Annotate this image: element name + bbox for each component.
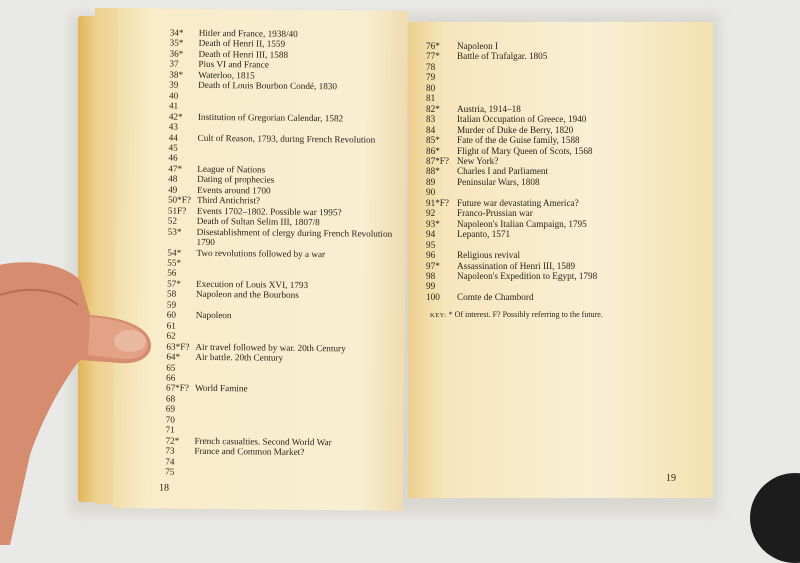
list-item bbox=[426, 135, 703, 145]
quatrain-number: 89 bbox=[426, 176, 436, 187]
quatrain-topic bbox=[457, 240, 703, 250]
list-item bbox=[426, 62, 703, 72]
quatrain-number: 47* bbox=[168, 163, 183, 174]
page-number-left: 18 bbox=[158, 482, 170, 495]
quatrain-number: 46 bbox=[168, 152, 178, 164]
list-item bbox=[426, 83, 703, 93]
list-item bbox=[426, 72, 703, 82]
quatrain-number: 96 bbox=[426, 250, 436, 261]
quatrain-topic bbox=[457, 93, 703, 103]
quatrain-number: 55* bbox=[167, 257, 182, 268]
quatrain-topic: France and Common Market? bbox=[194, 445, 305, 458]
key-label: KEY: bbox=[430, 312, 447, 320]
quatrain-number: 91*F? bbox=[426, 197, 449, 208]
quatrain-topic: Charles I and Parliament bbox=[457, 166, 549, 177]
list-item bbox=[426, 114, 703, 124]
quatrain-number: 100 bbox=[426, 291, 440, 302]
quatrain-number: 49 bbox=[168, 184, 178, 195]
quatrain-number: 52 bbox=[167, 215, 178, 226]
quatrain-number: 82* bbox=[426, 103, 440, 114]
list-item bbox=[426, 250, 703, 260]
quatrain-topic: Cult of Reason, 1793, during French Revolution bbox=[197, 132, 376, 145]
quatrain-topic: Franco-Prussian war bbox=[457, 208, 533, 219]
list-item bbox=[426, 271, 703, 281]
quatrain-number: 92 bbox=[426, 208, 436, 219]
quatrain-number: 78 bbox=[426, 61, 436, 72]
quatrain-number: 56 bbox=[167, 267, 177, 279]
quatrain-number: 54* bbox=[167, 247, 182, 258]
quatrain-number: 44 bbox=[168, 132, 178, 143]
right-page-list bbox=[426, 41, 703, 302]
quatrain-number: 87*F? bbox=[426, 155, 449, 166]
quatrain-topic: Napoleon and the Bourbons bbox=[195, 289, 299, 301]
quatrain-topic: Peninsular Wars, 1808 bbox=[457, 176, 540, 187]
quatrain-number: 61 bbox=[166, 320, 176, 331]
quatrain-topic: Murder of Duke de Berry, 1820 bbox=[457, 124, 574, 135]
quatrain-topic: Death of Louis Bourbon Condé, 1830 bbox=[198, 80, 338, 92]
quatrain-topic: Future war devastating America? bbox=[457, 197, 579, 208]
quatrain-topic bbox=[457, 83, 703, 93]
page-number-right: 19 bbox=[666, 473, 676, 484]
list-item bbox=[426, 292, 703, 302]
list-item bbox=[426, 51, 703, 61]
quatrain-topic: Execution of Louis XVI, 1793 bbox=[196, 278, 309, 290]
quatrain-topic: Comte de Chambord bbox=[457, 291, 534, 302]
quatrain-number: 98 bbox=[426, 270, 436, 281]
quatrain-topic: Death of Henri III, 1588 bbox=[198, 48, 289, 60]
list-item bbox=[426, 41, 703, 51]
quatrain-number: 36* bbox=[169, 48, 184, 59]
quatrain-topic: Napoleon's Expedition to Egypt, 1798 bbox=[457, 270, 598, 281]
quatrain-topic: League of Nations bbox=[197, 163, 266, 175]
quatrain-topic: Third Antichrist? bbox=[196, 195, 261, 206]
quatrain-number: 80 bbox=[426, 82, 436, 93]
quatrain-number: 90 bbox=[426, 187, 436, 198]
quatrain-topic: Religious revival bbox=[457, 250, 521, 261]
quatrain-topic: Italian Occupation of Greece, 1940 bbox=[457, 114, 587, 125]
hand bbox=[0, 255, 170, 545]
quatrain-number: 74 bbox=[165, 456, 175, 467]
quatrain-number: 45 bbox=[168, 142, 178, 153]
quatrain-topic: Napoleon I bbox=[457, 41, 499, 51]
quatrain-topic: Waterloo, 1815 bbox=[198, 69, 255, 81]
quatrain-topic bbox=[457, 187, 703, 197]
quatrain-number: 39 bbox=[169, 79, 179, 90]
quatrain-number: 57* bbox=[167, 278, 181, 289]
quatrain-topic: Events 1702–1802. Possible war 1995? bbox=[196, 205, 342, 218]
quatrain-topic: Institution of Gregorian Calendar, 1582 bbox=[197, 111, 344, 123]
quatrain-number: 95 bbox=[426, 239, 436, 250]
quatrain-number: 59 bbox=[166, 299, 177, 310]
quatrain-topic: Austria, 1914–18 bbox=[457, 103, 521, 114]
list-item bbox=[426, 229, 703, 239]
quatrain-number: 51F? bbox=[167, 205, 187, 216]
list-item bbox=[426, 281, 703, 291]
list-item bbox=[426, 219, 703, 229]
list-item bbox=[426, 125, 703, 135]
quatrain-topic: Lepanto, 1571 bbox=[457, 229, 511, 240]
right-page bbox=[408, 22, 713, 498]
dark-object bbox=[750, 473, 800, 563]
quatrain-number: 69 bbox=[165, 403, 176, 414]
quatrain-topic: Events around 1700 bbox=[197, 184, 271, 196]
quatrain-number: 40 bbox=[169, 90, 179, 101]
quatrain-topic: French casualties. Second World War bbox=[194, 435, 332, 447]
quatrain-number: 53* bbox=[167, 226, 182, 237]
quatrain-number: 79 bbox=[426, 72, 436, 83]
quatrain-topic bbox=[194, 467, 395, 480]
quatrain-number: 50*F? bbox=[167, 194, 192, 206]
quatrain-topic: Two revolutions followed by a war bbox=[196, 247, 326, 259]
quatrain-number: 97* bbox=[426, 260, 440, 271]
list-item bbox=[426, 198, 703, 208]
quatrain-number: 68 bbox=[165, 393, 176, 404]
quatrain-number: 41 bbox=[168, 100, 179, 111]
list-item bbox=[426, 177, 703, 187]
quatrain-number: 73 bbox=[165, 445, 175, 456]
quatrain-topic: Hitler and France, 1938/40 bbox=[198, 27, 298, 39]
quatrain-number: 88* bbox=[426, 166, 440, 177]
quatrain-number: 71 bbox=[165, 424, 175, 435]
quatrain-topic: Battle of Trafalgar. 1805 bbox=[457, 51, 548, 62]
quatrain-number: 43 bbox=[168, 121, 179, 132]
quatrain-number: 83 bbox=[426, 114, 436, 125]
list-item bbox=[426, 156, 703, 166]
list-item bbox=[426, 93, 703, 103]
quatrain-number: 42* bbox=[168, 111, 183, 122]
quatrain-topic bbox=[457, 281, 703, 291]
quatrain-number: 67*F? bbox=[165, 382, 190, 394]
quatrain-topic: New York? bbox=[457, 155, 499, 166]
quatrain-number: 76* bbox=[426, 41, 440, 51]
left-page-list bbox=[165, 28, 400, 480]
quatrain-number: 63*F? bbox=[166, 341, 190, 352]
quatrain-number: 77* bbox=[426, 51, 440, 62]
quatrain-number bbox=[167, 237, 196, 248]
list-item bbox=[165, 467, 395, 480]
quatrain-number: 60 bbox=[166, 309, 177, 320]
list-item bbox=[426, 208, 703, 218]
list-item bbox=[426, 104, 703, 114]
quatrain-number: 58 bbox=[166, 288, 177, 299]
quatrain-topic bbox=[457, 62, 703, 72]
quatrain-topic: Flight of Mary Queen of Scots, 1568 bbox=[457, 145, 593, 156]
list-item bbox=[426, 146, 703, 156]
quatrain-number: 64* bbox=[166, 351, 181, 362]
quatrain-number: 38* bbox=[169, 69, 184, 80]
quatrain-topic: Air battle. 20th Century bbox=[195, 351, 284, 363]
list-item bbox=[426, 261, 703, 271]
quatrain-number: 99 bbox=[426, 281, 436, 292]
quatrain-number: 72* bbox=[165, 435, 180, 446]
quatrain-topic: World Famine bbox=[194, 383, 248, 394]
quatrain-topic: Disestablishment of clergy during French Revolution bbox=[196, 226, 393, 239]
quatrain-number: 48 bbox=[168, 173, 178, 184]
list-item bbox=[426, 166, 703, 176]
quatrain-topic: Pius VI and France bbox=[198, 59, 269, 70]
quatrain-number: 37 bbox=[169, 58, 179, 69]
list-item bbox=[426, 240, 703, 250]
list-item bbox=[426, 187, 703, 197]
quatrain-topic: Napoleon's Italian Campaign, 1795 bbox=[457, 218, 587, 229]
quatrain-number: 86* bbox=[426, 145, 440, 156]
quatrain-number: 93* bbox=[426, 218, 440, 229]
quatrain-topic bbox=[457, 72, 703, 82]
quatrain-topic: Death of Sultan Selim III, 1807/8 bbox=[196, 215, 320, 228]
quatrain-number: 94 bbox=[426, 229, 436, 240]
quatrain-topic: Napoleon bbox=[195, 310, 232, 321]
quatrain-topic: Dating of prophecies bbox=[197, 174, 275, 185]
quatrain-number: 35* bbox=[169, 37, 184, 49]
quatrain-topic: Air travel followed by war. 20th Century bbox=[195, 341, 346, 353]
quatrain-number: 84 bbox=[426, 124, 436, 135]
key-legend bbox=[430, 310, 703, 321]
quatrain-number: 66 bbox=[166, 372, 176, 383]
quatrain-topic: Fate of the de Guise family, 1588 bbox=[457, 135, 580, 146]
quatrain-number: 70 bbox=[165, 414, 175, 425]
quatrain-number: 81 bbox=[426, 93, 436, 104]
quatrain-topic: Death of Henri II, 1559 bbox=[198, 38, 286, 50]
key-text: * Of interest. F? Possibly referring to the future. bbox=[448, 310, 603, 320]
quatrain-number: 85* bbox=[426, 135, 440, 146]
quatrain-topic: Assassination of Henri III, 1589 bbox=[457, 260, 576, 271]
quatrain-topic: 1790 bbox=[196, 236, 215, 248]
quatrain-number: 34* bbox=[169, 27, 184, 38]
quatrain-number: 62 bbox=[166, 330, 176, 341]
quatrain-number: 65 bbox=[166, 362, 176, 373]
quatrain-number: 75 bbox=[165, 466, 175, 477]
